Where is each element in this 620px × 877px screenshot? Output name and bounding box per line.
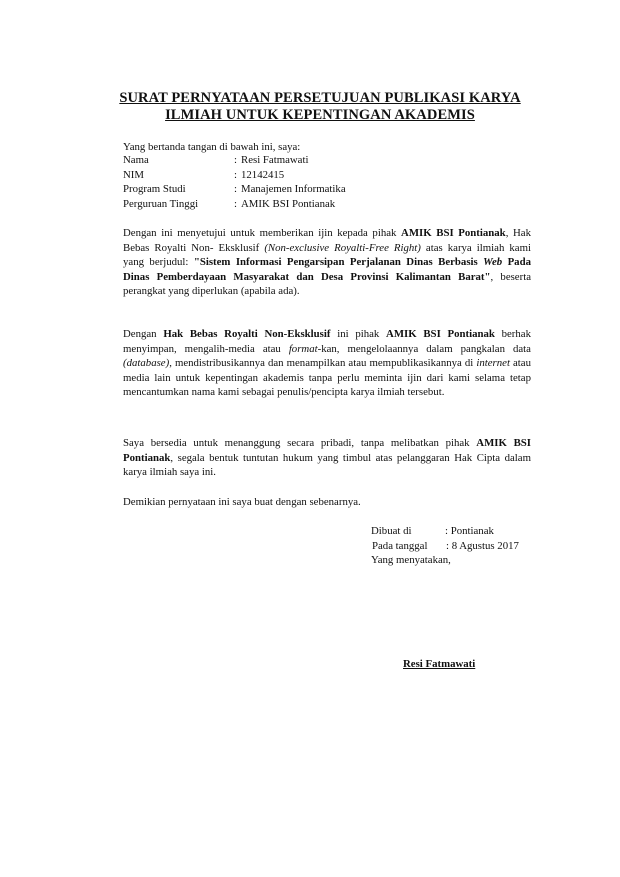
document-title: [100, 90, 540, 124]
identity-value: 12142415: [241, 168, 285, 181]
paragraph-closing: Demikian pernyataan ini saya buat dengan sebenarnya.: [123, 496, 361, 508]
identity-value: Resi Fatmawati: [241, 154, 309, 166]
identity-row-name: Nama : Resi Fatmawati: [123, 154, 309, 166]
identity-label: Nama: [123, 154, 149, 166]
signature-date: Pada tanggal : 8 Agustus 2017: [372, 539, 519, 552]
paragraph-permission: Dengan ini menyetujui untuk memberikan ijin kepada pihak AMIK BSI Pontianak, Hak Bebas Royalti Non- Eksklusif (Non-exclusive Royalti-Free Right) atas karya ilmiah kami yang berjudul: "Sistem Informasi Pengarsipan Perjalanan Dinas Berbasis Web Pada Dinas Pemberdayaan Masyarakat dan Desa Provinsi Kalimantan Barat", beserta perangkat yang diperlukan (apabila ada).: [123, 227, 531, 297]
paragraph-rights: Dengan Hak Bebas Royalti Non-Eksklusif ini pihak AMIK BSI Pontianak berhak menyimpan, mengalih-media atau format-kan, mengelolaannya dalam pangkalan data (database), mendistribusikannya dan menampilkan atau mempublikasikannya di internet atau media lain untuk kepentingan akademis tanpa perlu meminta ijin dari kami selama tetap mencantumkan nama kami sebagai penulis/pencipta karya ilmiah tersebut.: [123, 328, 531, 398]
signature-place: Dibuat di : Pontianak: [371, 525, 494, 537]
signer-name: Resi Fatmawati: [403, 658, 476, 670]
title-line-2: ILMIAH UNTUK KEPENTINGAN AKADEMIS: [165, 107, 475, 123]
title-line-1: SURAT PERNYATAAN PERSETUJUAN PUBLIKASI KARYA: [119, 90, 521, 106]
paragraph-liability: Saya bersedia untuk menanggung secara pribadi, tanpa melibatkan pihak AMIK BSI Pontianak, segala bentuk tuntutan hukum yang timbul atas pelanggaran Hak Cipta dalam karya ilmiah saya ini.: [123, 437, 532, 478]
identity-label: Program Studi: [123, 183, 186, 195]
signature-block: [371, 524, 519, 568]
identity-row-institution: Perguruan Tinggi : AMIK BSI Pontianak: [123, 197, 336, 210]
intro-text: Yang bertanda tangan di bawah ini, saya:: [123, 141, 301, 153]
identity-value: Manajemen Informatika: [241, 183, 346, 195]
identity-value: AMIK BSI Pontianak: [241, 197, 336, 210]
work-title: "Sistem Informasi Pengarsipan Perjalanan Dinas Berbasis: [193, 256, 484, 268]
identity-row-nim: NIM : 12142415: [123, 168, 285, 181]
signature-closing: Yang menyatakan,: [371, 554, 451, 566]
identity-row-program: Program Studi : Manajemen Informatika: [123, 183, 346, 195]
identity-label: NIM: [123, 168, 144, 181]
identity-block: [123, 153, 346, 211]
identity-label: Perguruan Tinggi: [123, 197, 199, 210]
